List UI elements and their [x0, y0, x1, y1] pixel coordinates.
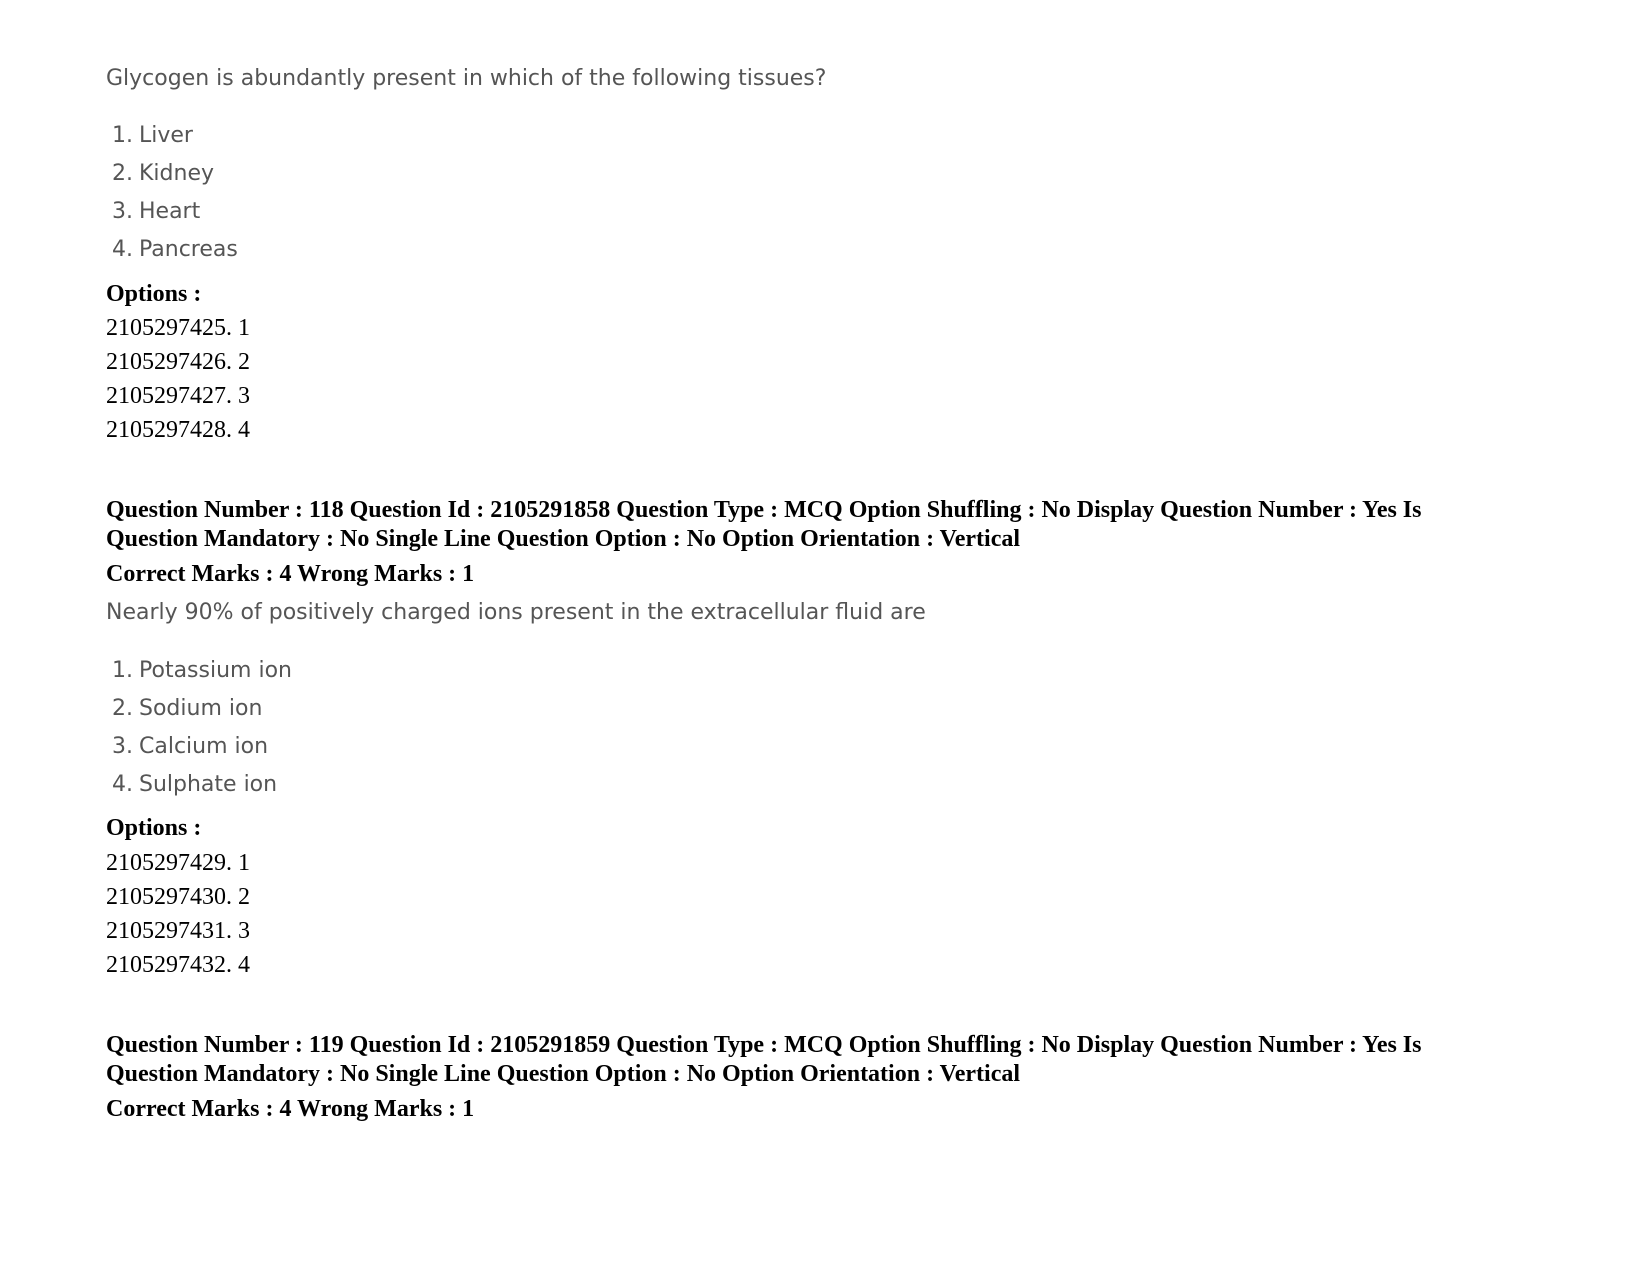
- option-line: 2105297429. 1: [106, 850, 250, 876]
- choice-item: [106, 117, 238, 155]
- choice-text: Potassium ion: [139, 658, 292, 683]
- choice-number: 3.: [112, 734, 133, 759]
- option-line: 2105297428. 4: [106, 417, 250, 443]
- choice-item: [106, 690, 292, 728]
- choice-item: [106, 766, 292, 804]
- option-line: 2105297427. 3: [106, 383, 250, 409]
- options-label: Options :: [106, 281, 202, 307]
- choice-item: [106, 231, 238, 269]
- choice-text: Sodium ion: [139, 696, 263, 721]
- choice-item: [106, 193, 238, 231]
- question-117-options: [106, 311, 250, 447]
- choice-text: Calcium ion: [139, 734, 269, 759]
- question-118-marks: Correct Marks : 4 Wrong Marks : 1: [106, 561, 475, 587]
- question-119-header: [106, 1031, 1422, 1089]
- option-line: 2105297425. 1: [106, 315, 250, 341]
- question-header-line: Question Number : 118 Question Id : 2105291858 Question Type : MCQ Option Shuffling : No Display Question Number : Yes Is: [106, 497, 1422, 523]
- question-header-line: Question Number : 119 Question Id : 2105291859 Question Type : MCQ Option Shuffling : No Display Question Number : Yes Is: [106, 1032, 1422, 1058]
- option-line: 2105297430. 2: [106, 884, 250, 910]
- question-118-header: [106, 496, 1422, 554]
- choice-number: 3.: [112, 199, 133, 224]
- question-117-stem: Glycogen is abundantly present in which of the following tissues?: [106, 66, 827, 91]
- question-118-stem: Nearly 90% of positively charged ions present in the extracellular fluid are: [106, 600, 926, 625]
- choice-number: 1.: [112, 658, 133, 683]
- option-line: 2105297432. 4: [106, 952, 250, 978]
- choice-text: Heart: [139, 199, 201, 224]
- option-line: 2105297431. 3: [106, 918, 250, 944]
- choice-number: 4.: [112, 772, 133, 797]
- question-119-marks: Correct Marks : 4 Wrong Marks : 1: [106, 1096, 475, 1122]
- choice-item: [106, 155, 238, 193]
- choice-text: Liver: [139, 123, 193, 148]
- choice-number: 1.: [112, 123, 133, 148]
- question-117-choices: [106, 117, 238, 269]
- question-118-choices: [106, 652, 292, 804]
- choice-item: [106, 652, 292, 690]
- choice-item: [106, 728, 292, 766]
- question-118-options: [106, 846, 250, 982]
- choice-number: 4.: [112, 237, 133, 262]
- options-label: Options :: [106, 815, 202, 841]
- choice-text: Kidney: [139, 161, 215, 186]
- choice-text: Pancreas: [139, 237, 238, 262]
- option-line: 2105297426. 2: [106, 349, 250, 375]
- question-header-line: Question Mandatory : No Single Line Question Option : No Option Orientation : Vertical: [106, 526, 1021, 552]
- choice-number: 2.: [112, 161, 133, 186]
- question-header-line: Question Mandatory : No Single Line Question Option : No Option Orientation : Vertical: [106, 1061, 1021, 1087]
- choice-number: 2.: [112, 696, 133, 721]
- choice-text: Sulphate ion: [139, 772, 278, 797]
